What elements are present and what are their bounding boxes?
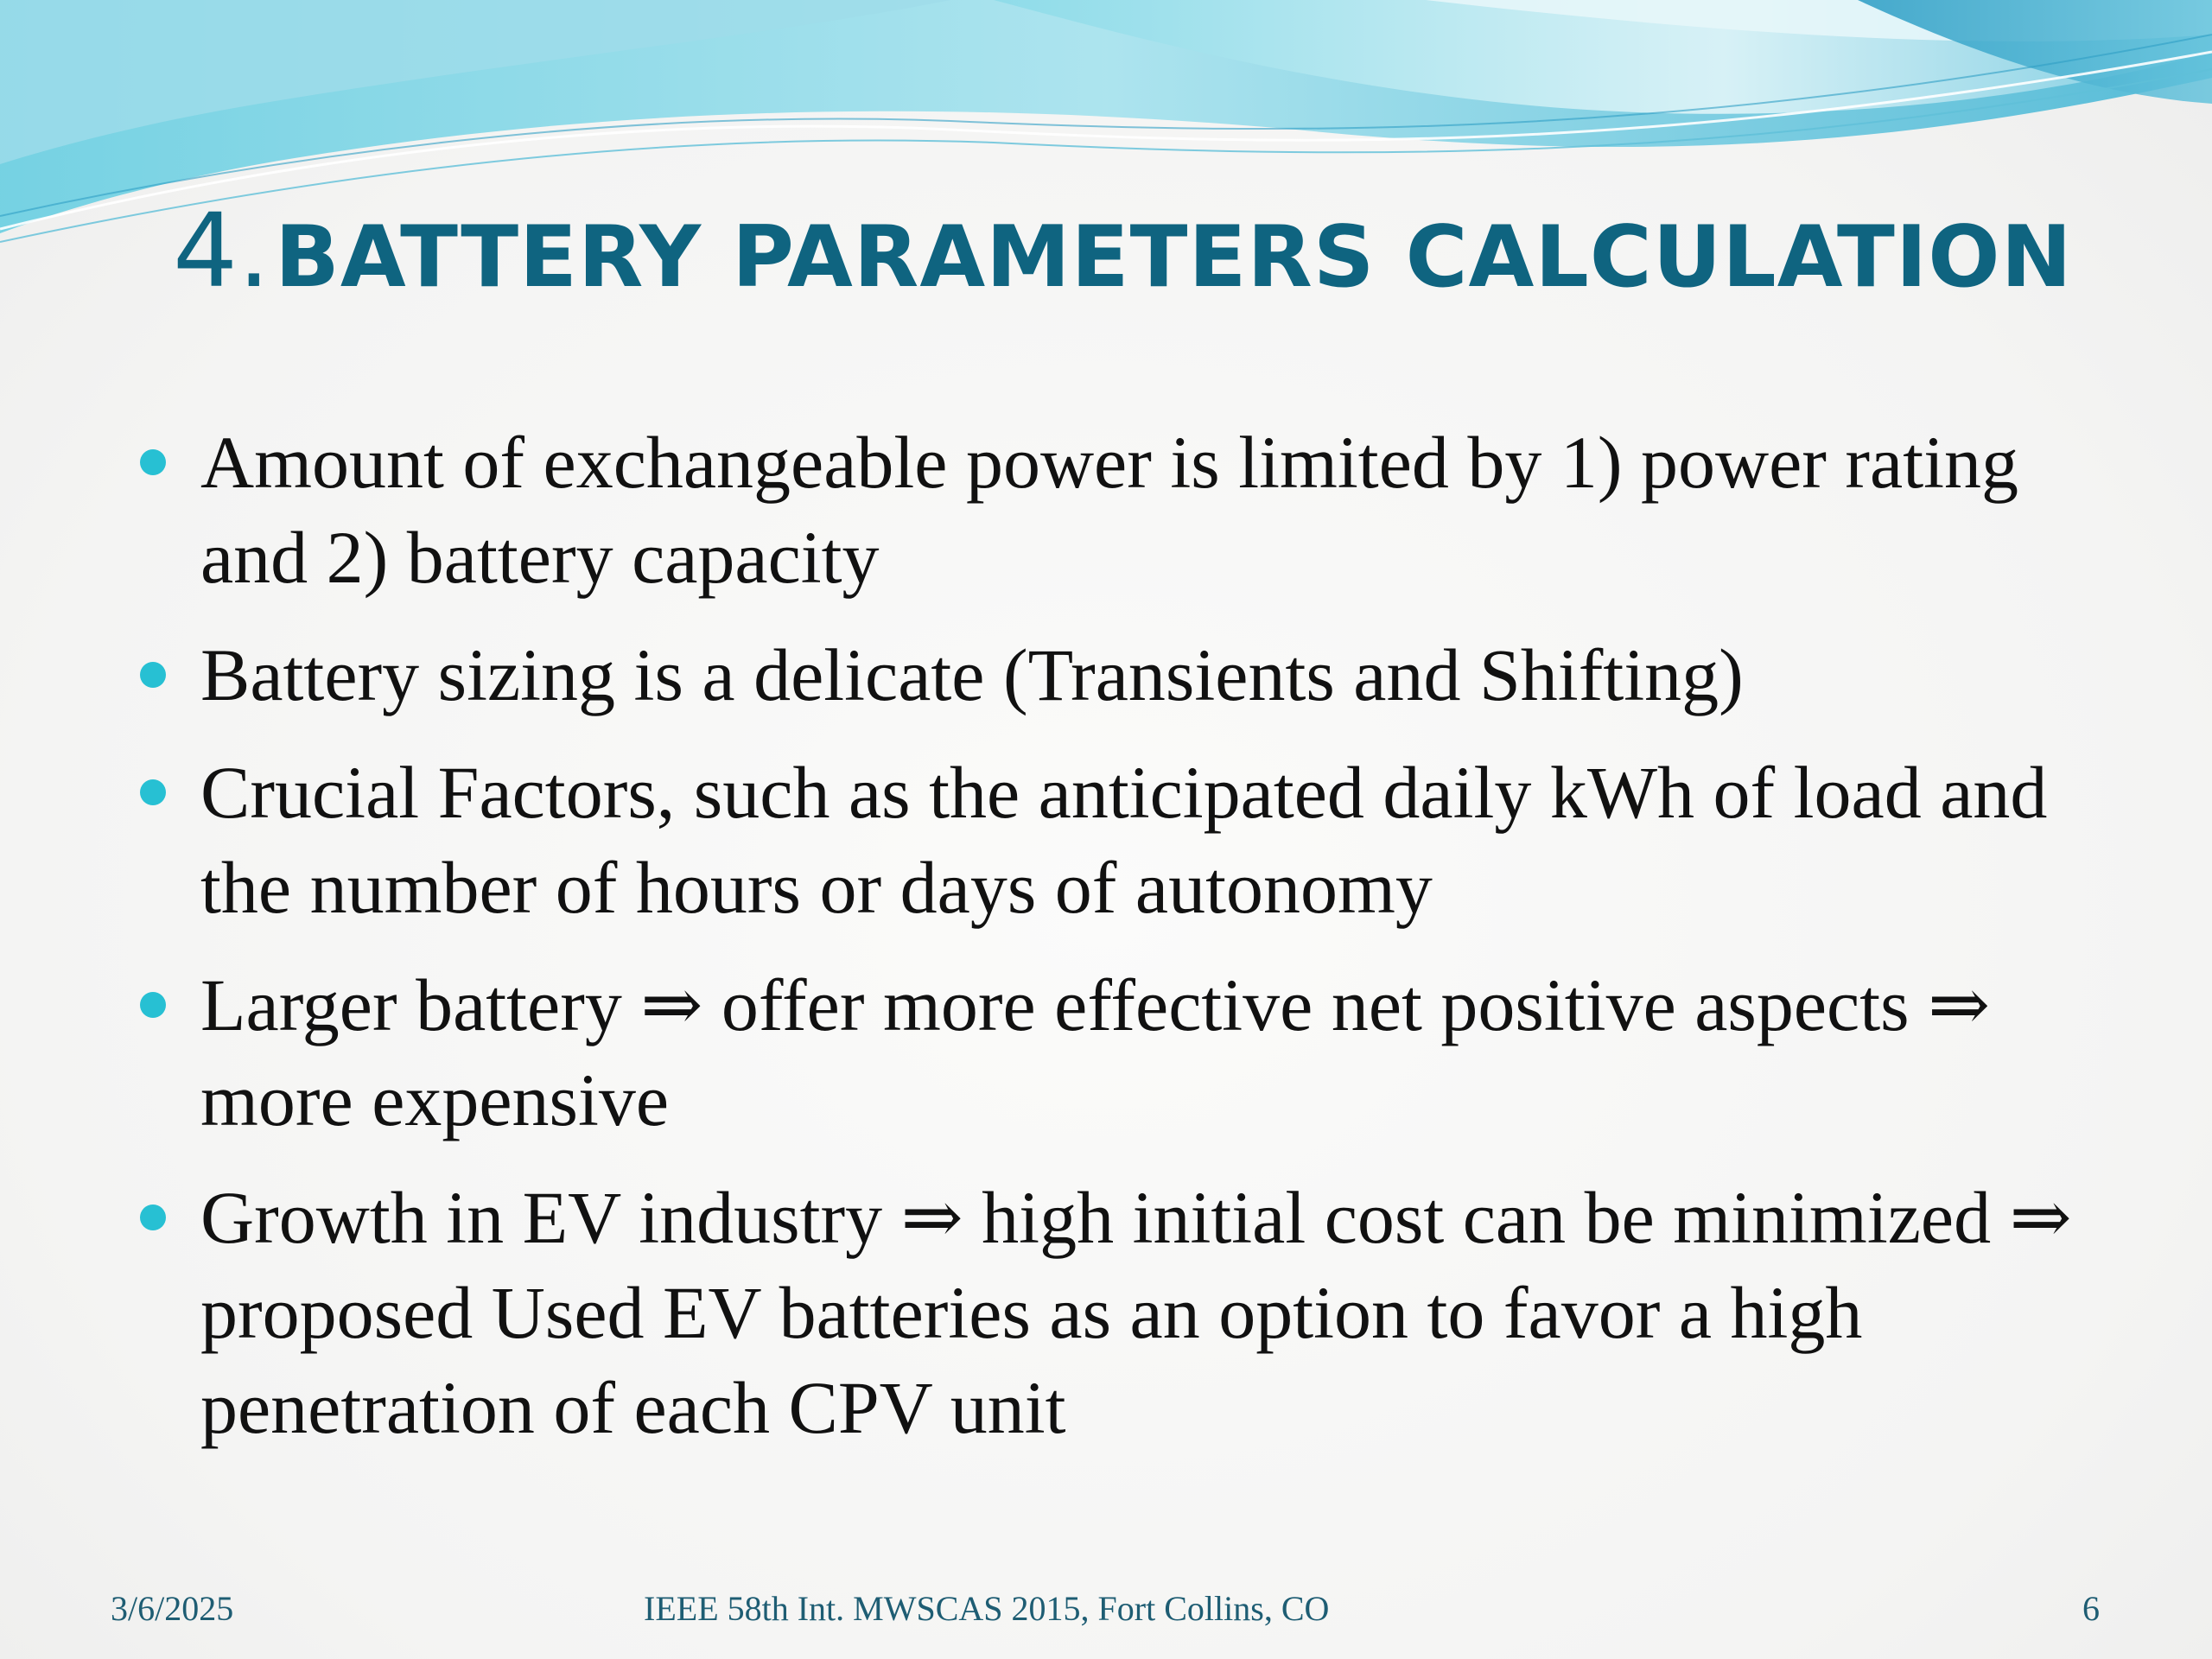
footer-page-number: 6 (2082, 1589, 2100, 1628)
bullet-dot-icon (140, 992, 166, 1018)
bullet-text: Larger battery ⇒ offer more effective net positive aspects ⇒ more expensive (200, 963, 1991, 1141)
bullet-item (130, 745, 2082, 935)
footer-date: 3/6/2025 (111, 1589, 234, 1628)
bullet-dot-icon (140, 449, 166, 475)
bullet-text: Battery sizing is a delicate (Transients and Shifting) (200, 633, 1744, 716)
bullet-dot-icon (140, 1205, 166, 1230)
bullet-item (130, 957, 2082, 1147)
title-number: 4. (173, 191, 270, 310)
bullet-item (130, 627, 2082, 722)
bullet-item (130, 415, 2082, 605)
bullet-dot-icon (140, 662, 166, 688)
bullet-text: Amount of exchangeable power is limited by 1) power rating and 2) battery capacity (200, 421, 2019, 599)
bullet-list (130, 415, 2082, 1478)
title-text: BATTERY PARAMETERS CALCULATION (275, 208, 2073, 307)
bullet-dot-icon (140, 779, 166, 805)
bullet-text: Growth in EV industry ⇒ high initial cost can be minimized ⇒ proposed Used EV batteries as an option to favor a high penetration of each CPV unit (200, 1176, 2072, 1449)
bullet-item (130, 1170, 2082, 1455)
footer-conference: IEEE 58th Int. MWSCAS 2015, Fort Collins, CO (644, 1589, 1330, 1628)
bullet-text: Crucial Factors, such as the anticipated daily kWh of load and the number of hours or days of autonomy (200, 751, 2048, 929)
slide-title (173, 181, 2074, 320)
